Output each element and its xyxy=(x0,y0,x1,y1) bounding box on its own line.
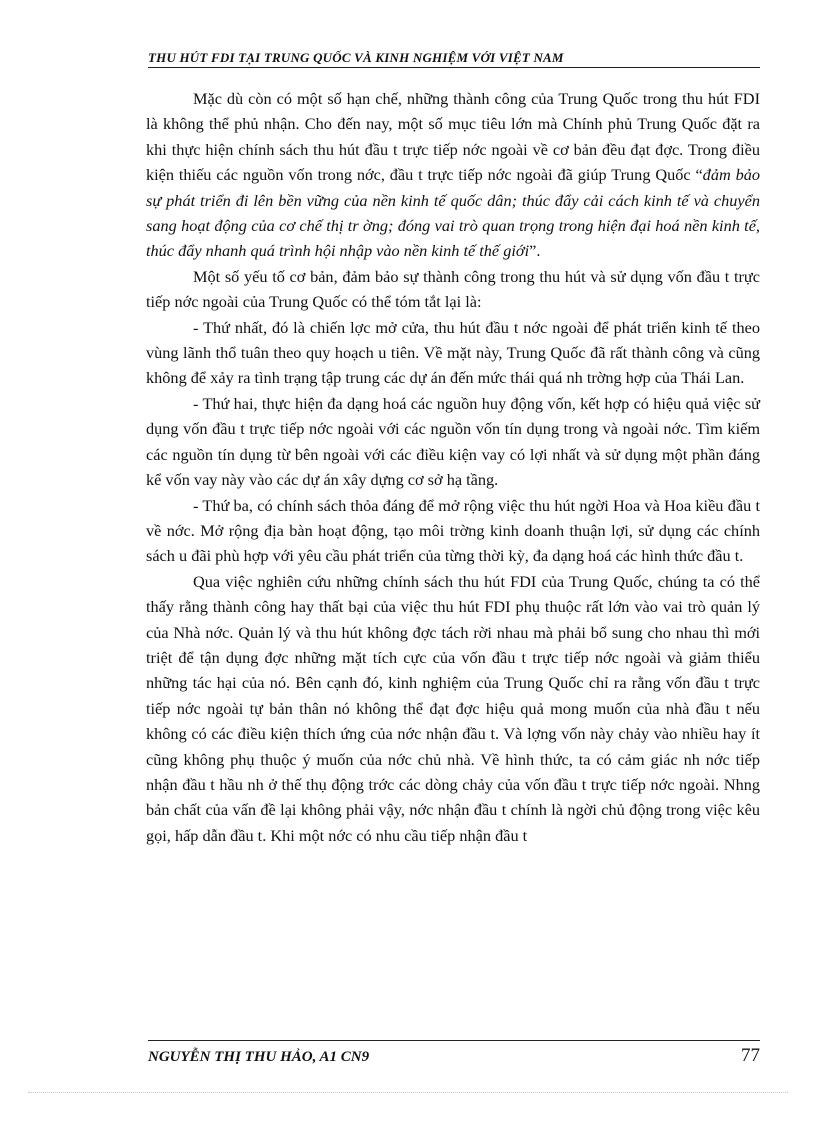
paragraph-6: Qua việc nghiên cứu những chính sách thu hút FDI của Trung Quốc, chúng ta có thể thấy rằng thành công hay thất bại của việc thu hút FDI phụ thuộc rất lớn vào vai trò quản lý của Nhà nớc. Quản lý và thu hút không đợc tách rời nhau mà phải bổ sung cho nhau thì mới triệt để tận dụng đợc những mặt tích cực của vốn đầu t trực tiếp nớc ngoài và giảm thiểu những tác hại của nó. Bên cạnh đó, kinh nghiệm của Trung Quốc chỉ ra rằng vốn đầu t trực tiếp nớc ngoài tự bản thân nó không thể đạt đợc hiệu quả mong muốn của nhà đầu t nếu không có các điều kiện thích ứng của nớc nhận đầu t. Và lợng vốn này chảy vào nhiều hay ít cũng không phụ thuộc ý muốn của nớc chủ nhà. Về hình thức, ta có cảm giác nh nớc tiếp nhận đầu t hầu nh ở thế thụ động trớc các dòng chảy của vốn đầu t trực tiếp nớc ngoài. Nhng bản chất của vấn đề lại không phải vậy, nớc nhận đầu t chính là ngời chủ động trong việc kêu gọi, hấp dẫn đầu t. Khi một nớc có nhu cầu tiếp nhận đầu t xyxy=(146,571,760,845)
running-header: THU HÚT FDI TẠI TRUNG QUỐC VÀ KINH NGHIỆM VỚI VIỆT NAM xyxy=(148,50,760,68)
page-bottom-dotted-rule xyxy=(28,1092,788,1093)
footer-author: NGUYỄN THỊ THU HẢO, A1 CN9 xyxy=(148,1049,370,1065)
paragraph-5-third-factor: - Thứ ba, có chính sách thỏa đáng để mở rộng việc thu hút ngời Hoa và Hoa kiều đầu t về nớc. Mở rộng địa bàn hoạt động, tạo môi trờng kinh doanh thuận lợi, sử dụng các chính sách u đãi phù hợp với yêu cầu phát triển của từng thời kỳ, đa dạng hoá các hình thức đầu t. xyxy=(146,495,760,566)
page-footer xyxy=(148,1040,760,1067)
paragraph-1-tail: ”. xyxy=(529,241,541,261)
paragraph-1-quote: đảm bảo sự phát triển đi lên bền vững của nền kinh tế quốc dân; thúc đẩy cải cách kinh tế và chuyển sang hoạt động của cơ chế thị tr ờng; đóng vai trò quan trọng trong hiện đại hoá nền kinh tế, thúc đẩy nhanh quá trình hội nhập vào nền kinh tế thế giới xyxy=(146,165,760,261)
paragraph-3-first-factor: - Thứ nhất, đó là chiến lợc mở cửa, thu hút đầu t nớc ngoài để phát triển kinh tế theo vùng lãnh thổ tuân theo quy hoạch u tiên. Về mặt này, Trung Quốc đã rất thành công và cũng không để xảy ra tình trạng tập trung các dự án đến mức thái quá nh trờng hợp của Thái Lan. xyxy=(146,317,760,388)
paragraph-2: Một số yếu tố cơ bản, đảm bảo sự thành công trong thu hút và sử dụng vốn đầu t trực tiếp nớc ngoài của Trung Quốc có thể tóm tắt lại là: xyxy=(146,266,760,312)
paragraph-4-second-factor: - Thứ hai, thực hiện đa dạng hoá các nguồn huy động vốn, kết hợp có hiệu quả việc sử dụng vốn đầu t trực tiếp nớc ngoài với các nguồn vốn tín dụng trong và ngoài nớc. Tìm kiếm các nguồn tín dụng từ bên ngoài với các điều kiện vay có lợi nhất và sử dụng một phần đáng kể vốn vay này vào các dự án xây dựng cơ sở hạ tầng. xyxy=(146,393,760,490)
paragraph-1 xyxy=(146,86,760,264)
page-number: 77 xyxy=(741,1045,760,1066)
paragraph-1-lead: Mặc dù còn có một số hạn chế, những thành công của Trung Quốc trong thu hút FDI là không thể phủ nhận. Cho đến nay, một số mục tiêu lớn mà Chính phủ Trung Quốc đặt ra khi thực hiện chính sách thu hút đầu t trực tiếp nớc ngoài về cơ bản đều đạt đợc. Trong điều kiện thiếu các nguồn vốn trong nớc, đầu t trực tiếp nớc ngoài đã giúp Trung Quốc “ xyxy=(146,89,760,185)
document-body xyxy=(146,86,760,848)
